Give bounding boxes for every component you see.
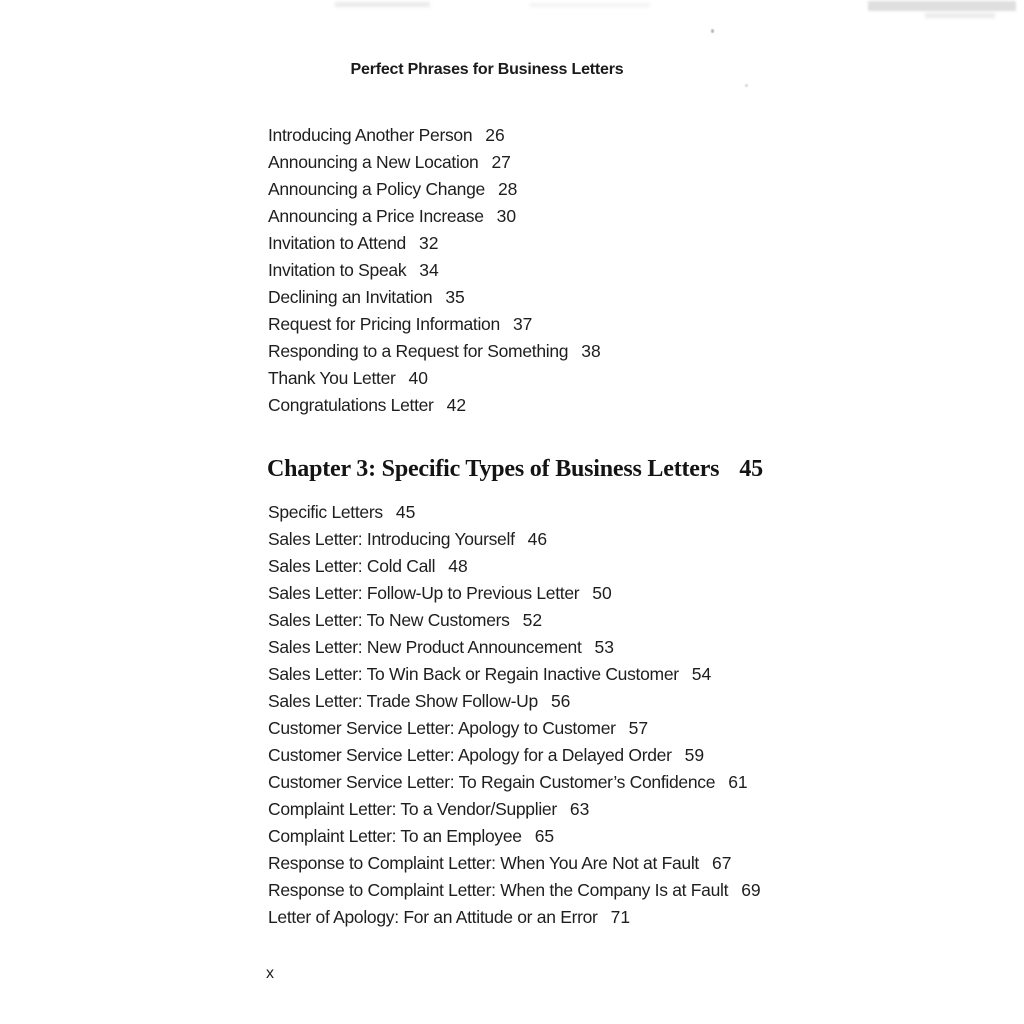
toc-entry-page-number: 37 — [512, 314, 533, 334]
toc-entry-page-number: 53 — [594, 637, 614, 657]
toc-entry-page-number: 59 — [684, 745, 705, 765]
scan-artifact — [745, 84, 748, 87]
scan-artifact — [335, 2, 430, 7]
toc-entry-title: Sales Letter: To New Customers — [268, 610, 510, 630]
toc-entry-page-number: 57 — [628, 718, 649, 738]
toc-entry-title: Announcing a Policy Change — [268, 179, 485, 199]
toc-entry — [268, 796, 761, 823]
toc-entry-title: Invitation to Attend — [268, 233, 406, 253]
toc-entry-title: Sales Letter: Introducing Yourself — [268, 529, 515, 549]
toc-entry-title: Announcing a New Location — [268, 152, 479, 172]
toc-entry — [268, 284, 601, 311]
toc-entry — [268, 203, 601, 230]
toc-entry-title: Declining an Invitation — [268, 287, 433, 307]
toc-entry-page-number: 56 — [550, 691, 571, 711]
page-number-folio: x — [266, 965, 274, 982]
toc-entry — [268, 661, 761, 688]
toc-entry-title: Customer Service Letter: To Regain Customer’s Confidence — [268, 772, 716, 792]
toc-entry — [268, 769, 761, 796]
chapter-heading — [267, 456, 763, 483]
toc-entry — [268, 877, 761, 904]
toc-entry-page-number: 65 — [534, 826, 555, 846]
toc-entry — [268, 257, 601, 284]
toc-entry-page-number: 67 — [711, 853, 732, 873]
toc-entry-page-number: 50 — [592, 583, 612, 603]
toc-entry — [268, 823, 761, 850]
toc-entry-title: Sales Letter: Trade Show Follow-Up — [268, 691, 538, 711]
toc-entry — [268, 688, 761, 715]
toc-entry-title: Congratulations Letter — [268, 395, 434, 415]
toc-entry-title: Customer Service Letter: Apology to Customer — [268, 718, 616, 738]
toc-entry — [268, 553, 761, 580]
toc-entry-page-number: 52 — [522, 610, 543, 630]
toc-entry-page-number: 32 — [419, 233, 439, 253]
scan-artifact — [711, 29, 714, 33]
toc-section-specific-letters — [268, 499, 761, 931]
scan-artifact — [925, 13, 995, 18]
toc-entry-title: Request for Pricing Information — [268, 314, 500, 334]
toc-entry — [268, 580, 761, 607]
toc-entry-title: Complaint Letter: To an Employee — [268, 826, 522, 846]
toc-entry-page-number: 61 — [728, 772, 748, 792]
toc-entry-page-number: 40 — [408, 368, 428, 388]
toc-entry-title: Sales Letter: New Product Announcement — [268, 637, 582, 657]
toc-entry-page-number: 54 — [691, 664, 712, 684]
toc-entry — [268, 742, 761, 769]
toc-entry-title: Thank You Letter — [268, 368, 396, 388]
toc-entry-page-number: 35 — [445, 287, 465, 307]
toc-entry-page-number: 71 — [610, 907, 631, 927]
toc-entry — [268, 230, 601, 257]
toc-entry-page-number: 27 — [491, 152, 511, 172]
toc-entry-page-number: 69 — [741, 880, 761, 900]
toc-section-general-letters — [268, 122, 601, 419]
chapter-heading-title: Chapter 3: Specific Types of Business Letters — [267, 456, 720, 482]
toc-entry-title: Announcing a Price Increase — [268, 206, 484, 226]
toc-entry-title: Letter of Apology: For an Attitude or an Error — [268, 907, 598, 927]
toc-entry — [268, 607, 761, 634]
toc-entry — [268, 499, 761, 526]
toc-entry-page-number: 38 — [581, 341, 601, 361]
toc-entry-title: Response to Complaint Letter: When You Are Not at Fault — [268, 853, 699, 873]
scan-artifact — [530, 3, 650, 7]
toc-entry — [268, 850, 761, 877]
toc-entry — [268, 311, 601, 338]
toc-entry-page-number: 30 — [496, 206, 517, 226]
toc-entry — [268, 526, 761, 553]
toc-entry — [268, 634, 761, 661]
toc-entry-title: Sales Letter: To Win Back or Regain Inactive Customer — [268, 664, 679, 684]
toc-entry — [268, 338, 601, 365]
chapter-heading-page-number: 45 — [739, 456, 763, 482]
toc-entry — [268, 715, 761, 742]
toc-entry-page-number: 28 — [497, 179, 518, 199]
toc-entry — [268, 904, 761, 931]
toc-entry-title: Sales Letter: Cold Call — [268, 556, 436, 576]
toc-entry-page-number: 34 — [419, 260, 439, 280]
toc-entry-page-number: 26 — [485, 125, 505, 145]
toc-entry-title: Customer Service Letter: Apology for a Delayed Order — [268, 745, 672, 765]
toc-entry — [268, 392, 601, 419]
running-header: Perfect Phrases for Business Letters — [350, 61, 624, 78]
toc-entry-page-number: 63 — [569, 799, 590, 819]
toc-entry-title: Responding to a Request for Something — [268, 341, 569, 361]
toc-entry-page-number: 45 — [395, 502, 416, 522]
toc-entry — [268, 176, 601, 203]
toc-entry-title: Response to Complaint Letter: When the Company Is at Fault — [268, 880, 729, 900]
toc-entry — [268, 365, 601, 392]
toc-entry-title: Invitation to Speak — [268, 260, 407, 280]
toc-entry — [268, 122, 601, 149]
toc-entry-title: Complaint Letter: To a Vendor/Supplier — [268, 799, 557, 819]
scan-artifact — [868, 1, 1016, 11]
toc-entry — [268, 149, 601, 176]
toc-entry-title: Sales Letter: Follow-Up to Previous Letter — [268, 583, 580, 603]
toc-entry-page-number: 48 — [448, 556, 468, 576]
toc-entry-page-number: 46 — [527, 529, 548, 549]
toc-entry-page-number: 42 — [446, 395, 467, 415]
toc-entry-title: Specific Letters — [268, 502, 383, 522]
toc-entry-title: Introducing Another Person — [268, 125, 473, 145]
